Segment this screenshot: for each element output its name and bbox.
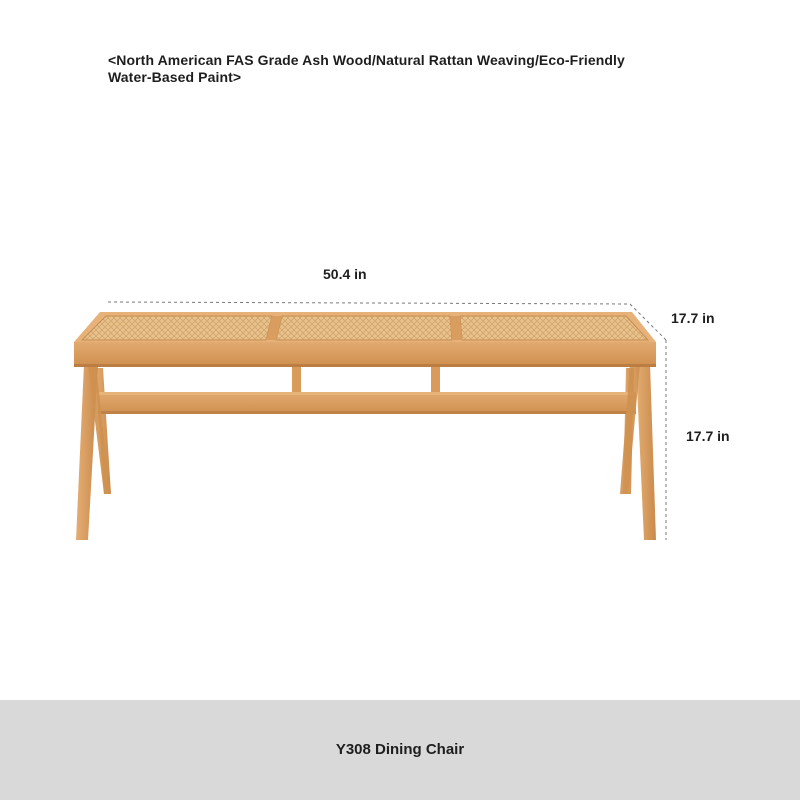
product-title: Y308 Dining Chair: [335, 740, 465, 758]
product-description: <North American FAS Grade Ash Wood/Natural Rattan Weaving/Eco-Friendly Water-Based Paint>: [108, 52, 625, 85]
back-legs: [95, 368, 634, 494]
footer-bar: [0, 700, 800, 800]
width-dimension-line: [108, 302, 630, 304]
stretcher-bar: [98, 392, 636, 414]
height-dimension-label: 17.7 in: [686, 428, 730, 444]
width-dimension-label: 50.4 in: [323, 266, 367, 282]
depth-dimension-label: 17.7 in: [671, 310, 715, 326]
bench-seat: [74, 312, 656, 367]
inner-posts: [292, 366, 440, 393]
front-legs: [76, 364, 656, 540]
